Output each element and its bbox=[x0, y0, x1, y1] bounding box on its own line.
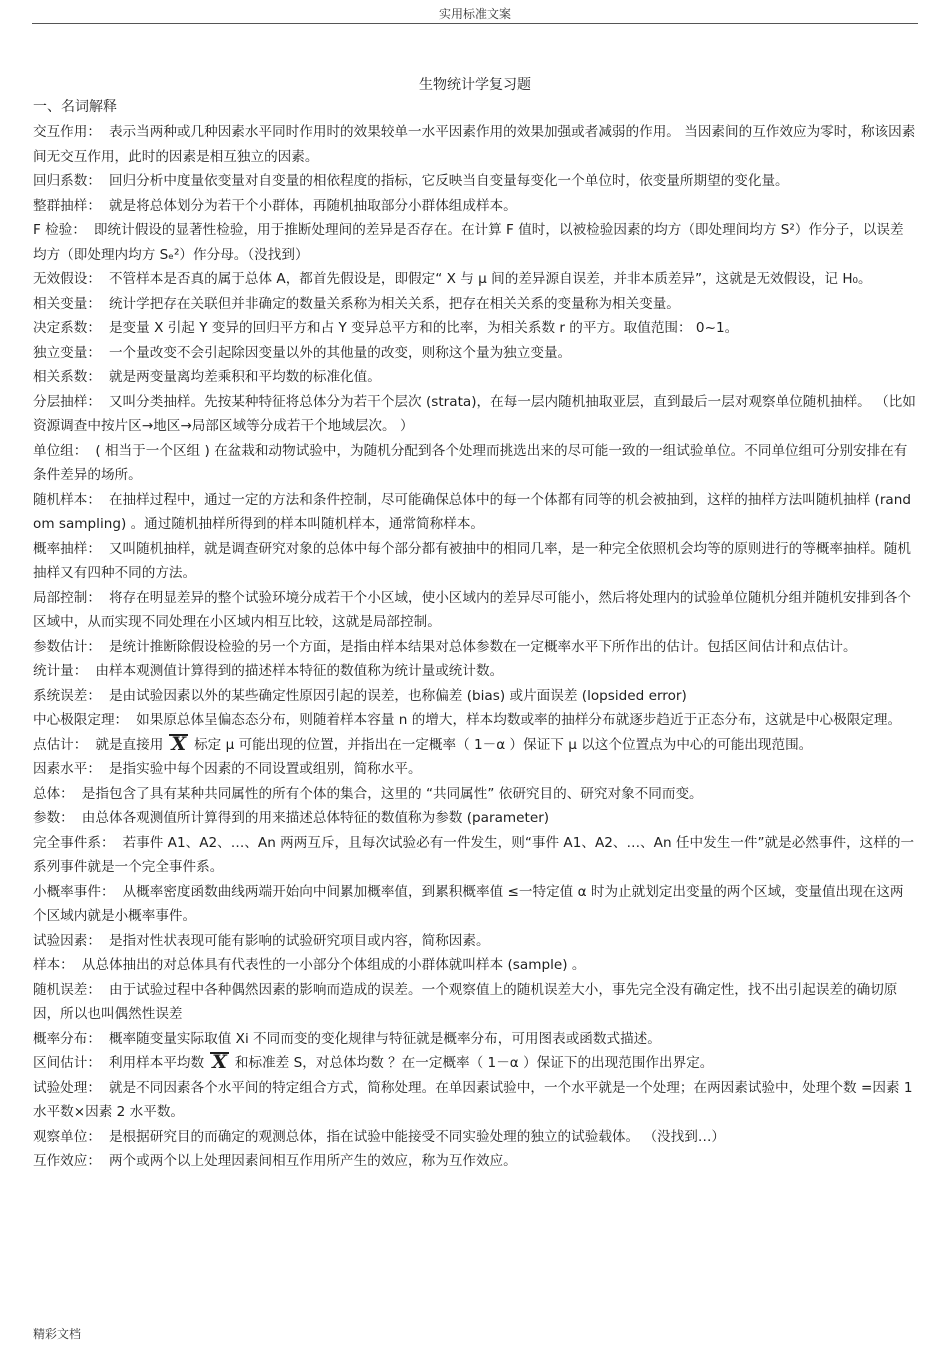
definition-text-pre: 利用样本平均数 bbox=[108, 1055, 205, 1071]
definition-entry bbox=[33, 659, 917, 684]
section-heading: 一、名词解释 bbox=[33, 99, 117, 115]
definition-entry bbox=[33, 953, 917, 978]
definition-text: 回归分析中度量依变量对自变量的相依程度的指标，它反映当自变量每变化一个单位时，依变量所期望的变化量。 bbox=[108, 173, 789, 189]
definition-entry bbox=[33, 1051, 917, 1076]
page-footer: 精彩文档 bbox=[33, 1327, 82, 1341]
definition-entry bbox=[33, 1027, 917, 1052]
definition-text: 是根据研究目的而确定的观测总体，指在试验中能接受不同实验处理的独立的试验载体。 （没找到…） bbox=[108, 1128, 726, 1145]
definition-entry bbox=[33, 488, 917, 537]
definition-text: 在抽样过程中，通过一定的方法和条件控制，尽可能确保总体中的每一个体都有同等的机会被抽到，这样的抽样方法叫随机抽样 (random sampling) 。通过随机抽样所得到的样本叫随机样本，通常简称样本。 bbox=[33, 491, 912, 532]
definition-term: 随机样本： bbox=[33, 491, 101, 508]
definition-term: 因素水平： bbox=[33, 761, 101, 777]
definition-entry bbox=[33, 782, 917, 807]
definition-text: 是指对性状表现可能有影响的试验研究项目或内容，简称因素。 bbox=[108, 932, 490, 949]
definition-entry bbox=[33, 586, 917, 635]
definition-term: 参数估计： bbox=[33, 638, 101, 655]
definition-term: 观察单位： bbox=[33, 1128, 101, 1145]
definition-entry bbox=[33, 1149, 917, 1174]
definition-term: 完全事件系： bbox=[33, 834, 115, 851]
definition-entry bbox=[33, 708, 917, 733]
definition-term: 点估计： bbox=[33, 736, 88, 753]
page-header bbox=[0, 0, 950, 24]
definition-entry bbox=[33, 635, 917, 660]
document-body bbox=[33, 96, 917, 1174]
definition-entry bbox=[33, 1125, 917, 1150]
definition-entry bbox=[33, 292, 917, 317]
definition-text: 概率随变量实际取值 Xi 不同而变的变化规律与特征就是概率分布，可用图表或函数式描述。 bbox=[108, 1030, 661, 1047]
definition-term: 总体： bbox=[33, 785, 74, 802]
definition-entry bbox=[33, 978, 917, 1027]
definition-text: 和标准差 S，对总体均数 ？在一定概率（ 1－α ）保证下的出现范围作出界定。 bbox=[234, 1055, 714, 1071]
definition-entry bbox=[33, 929, 917, 954]
definition-text: 由总体各观测值所计算得到的用来描述总体特征的数值称为参数 (parameter) bbox=[81, 810, 550, 826]
definition-text: 就是两变量离均差乘积和平均数的标准化值。 bbox=[108, 369, 381, 385]
definition-term: 统计量： bbox=[33, 663, 88, 679]
definition-text: 表示当两种或几种因素水平同时作用时的效果较单一水平因素作用的效果加强或者减弱的作用。 当因素间的互作效应为零时，称该因素间无交互作用，此时的因素是相互独立的因素。 bbox=[33, 124, 916, 165]
definition-term: 概率分布： bbox=[33, 1030, 101, 1047]
definition-entry bbox=[33, 390, 917, 439]
definition-text: 如果原总体呈偏态态分布，则随着样本容量 n 的增大，样本均数或率的抽样分布就逐步趋近于正态分布，这就是中心极限定理。 bbox=[136, 712, 902, 728]
definition-entry bbox=[33, 439, 917, 488]
definition-entry bbox=[33, 267, 917, 292]
definition-text: 又叫随机抽样，就是调查研究对象的总体中每个部分都有被抽中的相同几率，是一种完全依照机会均等的原则进行的等概率抽样。随机抽样又有四种不同的方法。 bbox=[33, 540, 911, 581]
definition-entry bbox=[33, 316, 917, 341]
definition-term: 交互作用： bbox=[33, 124, 101, 140]
definition-text: 不管样本是否真的属于总体 A，都首先假设是，即假定“ X 与 μ 间的差异源自误差，并非本质差异”，这就是无效假设，记 H₀。 bbox=[108, 271, 872, 287]
definition-term: 决定系数： bbox=[33, 320, 101, 336]
definition-entry bbox=[33, 880, 917, 929]
definition-entry bbox=[33, 831, 917, 880]
definition-term: 试验处理： bbox=[33, 1079, 101, 1096]
definition-text: 两个或两个以上处理因素间相互作用所产生的效应，称为互作效应。 bbox=[108, 1153, 517, 1169]
definition-entry bbox=[33, 733, 917, 758]
definition-term: 中心极限定理： bbox=[33, 712, 129, 728]
definition-text: 又叫分类抽样。先按某种特征将总体分为若干个层次 (strata)，在每一层内随机抽取亚层，直到最后一层对观察单位随机抽样。 （比如资源调查中按片区→地区→局部区域等分成若干个地域层次。 ） bbox=[33, 393, 916, 434]
definition-entry bbox=[33, 169, 917, 194]
definition-text: 即统计假设的显著性检验，用于推断处理间的差异是否存在。在计算 F 值时，以被检验因素的均方（即处理间均方 S²）作分子，以误差均方（即处理内均方 Sₑ²）作分母。（没找到） bbox=[33, 222, 904, 263]
document-title: 生物统计学复习题 bbox=[419, 77, 531, 93]
definition-text: 标定 μ 可能出现的位置，并指出在一定概率（ 1－α ）保证下 μ 以这个位置点为中心的可能出现范围。 bbox=[194, 736, 813, 753]
definition-text: 是指实验中每个因素的不同设置或组别，简称水平。 bbox=[108, 761, 422, 777]
definition-text: 就是不同因素各个水平间的特定组合方式，简称处理。在单因素试验中，一个水平就是一个处理；在两因素试验中，处理个数 =因素 1 水平数×因素 2 水平数。 bbox=[33, 1079, 913, 1120]
definition-term: 回归系数： bbox=[33, 173, 101, 189]
definition-text: 是指包含了具有某种共同属性的所有个体的集合，这里的 “共同属性” 依研究目的、研究对象不同而变。 bbox=[81, 785, 703, 802]
definition-text: ( 相当于一个区组 ) 在盆栽和动物试验中，为随机分配到各个处理而挑选出来的尽可能一致的一组试验单位。不同单位组可分别安排在有条件差异的场所。 bbox=[33, 442, 908, 483]
definition-term: 区间估计： bbox=[33, 1055, 101, 1071]
definition-text: 若事件 A1、A2、…、An 两两互斥，且每次试验必有一件发生，则“事件 A1、A2、…、An 任中发生一件”就是必然事件，这样的一系列事件就是一个完全事件系。 bbox=[33, 834, 915, 875]
definition-term: 整群抽样： bbox=[33, 197, 101, 214]
definition-entry bbox=[33, 365, 917, 390]
definition-term: 样本： bbox=[33, 957, 74, 973]
definition-term: 参数： bbox=[33, 810, 74, 826]
definition-text: 将存在明显差异的整个试验环境分成若干个小区域，使小区域内的差异尽可能小，然后将处理内的试验单位随机分组并随机安排到各个区域中，从而实现不同处理在小区域内相互比较，这就是局部控制。 bbox=[33, 589, 911, 630]
definition-term: 无效假设： bbox=[33, 271, 101, 287]
definition-text: 是由试验因素以外的某些确定性原因引起的误差，也称偏差 (bias) 或片面误差 (lopsided error) bbox=[108, 687, 687, 704]
definition-term: 相关系数： bbox=[33, 369, 101, 385]
definition-entry bbox=[33, 757, 917, 782]
definition-text: 统计学把存在关联但并非确定的数量关系称为相关关系，把存在相关关系的变量称为相关变量。 bbox=[108, 295, 680, 312]
definition-term: F 检验： bbox=[33, 222, 86, 238]
definition-text: 由样本观测值计算得到的描述样本特征的数值称为统计量或统计数。 bbox=[95, 663, 504, 679]
definition-entry bbox=[33, 684, 917, 709]
definition-term: 系统误差： bbox=[33, 687, 101, 704]
definition-term: 单位组： bbox=[33, 442, 88, 459]
definition-entry bbox=[33, 194, 917, 219]
definition-text: 从总体抽出的对总体具有代表性的一小部分个体组成的小群体就叫样本 (sample) 。 bbox=[81, 957, 586, 973]
header-divider bbox=[32, 23, 918, 24]
definition-term: 独立变量： bbox=[33, 344, 101, 361]
definition-term: 分层抽样： bbox=[33, 393, 101, 410]
definition-term: 试验因素： bbox=[33, 932, 101, 949]
definition-entry bbox=[33, 341, 917, 366]
definition-term: 局部控制： bbox=[33, 589, 101, 606]
definition-text: 由于试验过程中各种偶然因素的影响而造成的误差。一个观察值上的随机误差大小，事先完全没有确定性，找不出引起误差的确切原因，所以也叫偶然性误差 bbox=[33, 981, 898, 1022]
definition-term: 互作效应： bbox=[33, 1153, 101, 1169]
definition-term: 相关变量： bbox=[33, 295, 101, 312]
definition-entry bbox=[33, 806, 917, 831]
definition-term: 小概率事件： bbox=[33, 883, 115, 900]
header-text: 实用标准文案 bbox=[438, 7, 511, 21]
definition-text: 从概率密度函数曲线两端开始向中间累加概率值，到累积概率值 ≤一特定值 α 时为止就划定出变量的两个区域，变量值出现在这两个区域内就是小概率事件。 bbox=[33, 883, 904, 924]
definition-text: 一个量改变不会引起除因变量以外的其他量的改变，则称这个量为独立变量。 bbox=[108, 344, 572, 361]
x-bar-symbol: X bbox=[171, 732, 187, 755]
definition-entry bbox=[33, 537, 917, 586]
definition-text: 是统计推断除假设检验的另一个方面，是指由样本结果对总体参数在一定概率水平下所作出的估计。包括区间估计和点估计。 bbox=[108, 638, 857, 655]
definition-list bbox=[33, 120, 917, 1174]
definition-term: 概率抽样： bbox=[33, 540, 101, 557]
x-bar-symbol: X bbox=[212, 1051, 227, 1073]
definition-term: 随机误差： bbox=[33, 981, 101, 998]
definition-entry bbox=[33, 218, 917, 267]
definition-entry bbox=[33, 120, 917, 169]
definition-text-pre: 就是直接用 bbox=[95, 736, 164, 753]
definition-text: 是变量 X 引起 Y 变异的回归平方和占 Y 变异总平方和的比率，为相关系数 r 的平方。取值范围： 0~1。 bbox=[108, 320, 739, 336]
definition-text: 就是将总体划分为若干个小群体，再随机抽取部分小群体组成样本。 bbox=[108, 197, 517, 214]
definition-entry bbox=[33, 1076, 917, 1125]
